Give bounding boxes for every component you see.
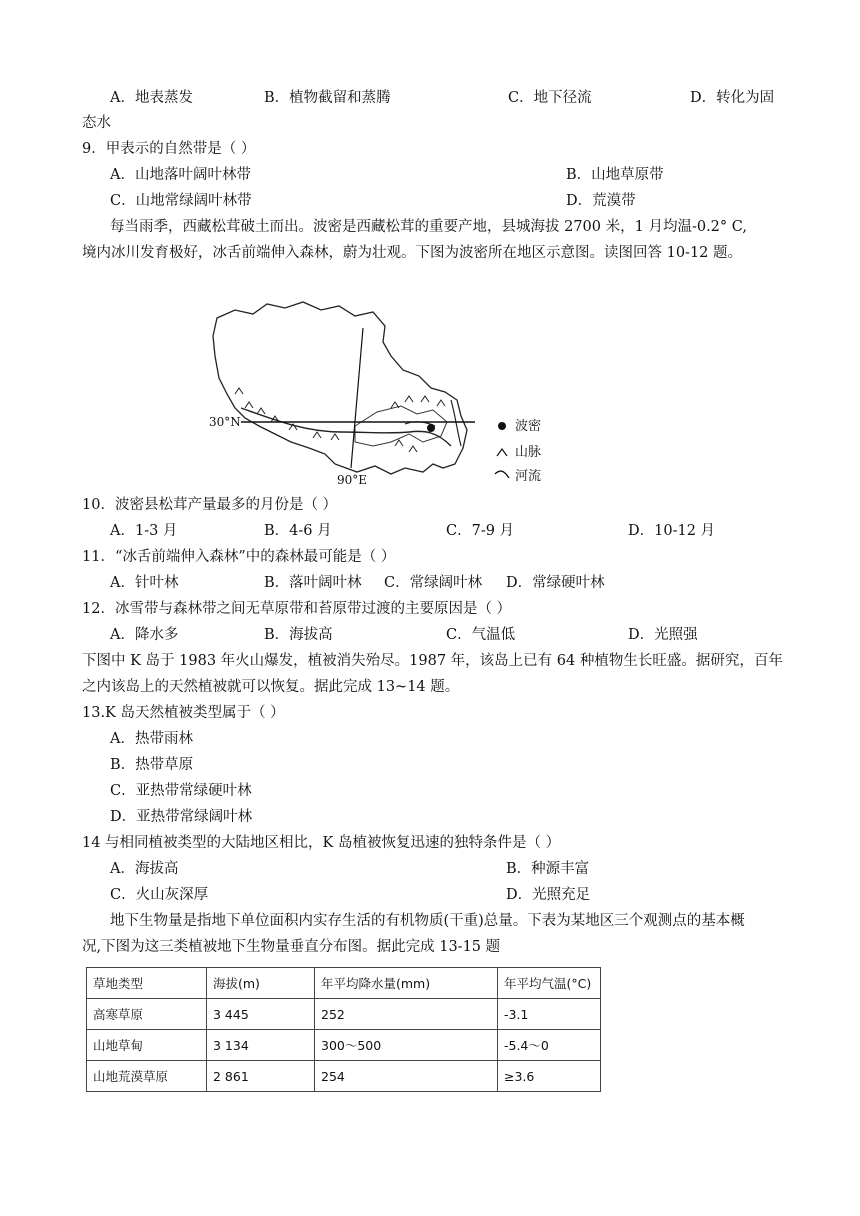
q9-stem: 9．甲表示的自然带是（ ） xyxy=(82,141,256,157)
lon-label: 90°E xyxy=(337,473,368,486)
q13-option-d: D．亚热带常绿阔叶林 xyxy=(110,809,253,825)
map-svg xyxy=(205,296,555,486)
q14-option-c: C．火山灰深厚 xyxy=(110,887,209,903)
q8-option-d: D．转化为固 xyxy=(690,90,775,106)
q13-option-c: C．亚热带常绿硬叶林 xyxy=(110,783,252,799)
table-header-cell: 年平均降水量(mm) xyxy=(315,968,498,999)
q11-option-a: A．针叶林 xyxy=(110,575,179,591)
table-cell: 山地荒漠草原 xyxy=(87,1061,207,1092)
table-row xyxy=(87,999,601,1030)
table-cell: 254 xyxy=(315,1061,498,1092)
q8-option-b: B．植物截留和蒸腾 xyxy=(264,90,391,106)
table-header-cell: 海拔(m) xyxy=(207,968,315,999)
table-cell: 2 861 xyxy=(207,1061,315,1092)
table-cell: 山地草甸 xyxy=(87,1030,207,1061)
table-cell: -5.4～0 xyxy=(498,1030,601,1061)
q9-option-c: C．山地常绿阔叶林带 xyxy=(110,193,252,209)
q9-option-d: D．荒漠带 xyxy=(566,193,636,209)
q13-option-a: A．热带雨林 xyxy=(110,731,193,747)
q8-option-c: C．地下径流 xyxy=(508,90,592,106)
q10-option-c: C．7-9 月 xyxy=(446,523,515,539)
q13-stem: 13.K 岛天然植被类型属于（ ） xyxy=(82,705,285,721)
q13-option-b: B．热带草原 xyxy=(110,757,194,773)
q14-stem: 14 与相同植被类型的大陆地区相比，K 岛植被恢复迅速的独特条件是（ ） xyxy=(82,835,561,851)
q11-stem: 11．“冰舌前端伸入森林”中的森林最可能是（ ） xyxy=(82,549,396,565)
q9-option-a: A．山地落叶阔叶林带 xyxy=(110,167,251,183)
legend-bomi-label: 波密 xyxy=(515,419,542,434)
q12-option-a: A．降水多 xyxy=(110,627,179,643)
dot-icon xyxy=(498,422,506,430)
river-east xyxy=(451,400,461,446)
q12-option-d: D．光照强 xyxy=(628,627,698,643)
passage2-line2: 之内该岛上的天然植被就可以恢复。据此完成 13~14 题。 xyxy=(82,679,460,695)
legend-mountain-label: 山脉 xyxy=(515,445,542,460)
table-cell: 高寒草原 xyxy=(87,999,207,1030)
passage1-line2: 境内冰川发育极好，冰舌前端伸入森林，蔚为壮观。下图为波密所在地区示意图。读图回答 10-12 题。 xyxy=(82,245,743,261)
table-row xyxy=(87,1061,601,1092)
lon-90e-line xyxy=(351,328,363,468)
mountain-symbols xyxy=(235,388,445,452)
table-header-row xyxy=(87,968,601,999)
table-cell: ≥3.6 xyxy=(498,1061,601,1092)
q11-option-d: D．常绿硬叶林 xyxy=(506,575,605,591)
passage3-line1: 地下生物量是指地下单位面积内实存生活的有机物质(干重)总量。下表为某地区三个观测点的基本概 xyxy=(110,913,745,929)
river-icon xyxy=(495,471,509,478)
q10-option-d: D．10-12 月 xyxy=(628,523,716,539)
q8-option-a: A．地表蒸发 xyxy=(110,90,193,106)
legend-river-label: 河流 xyxy=(515,469,542,484)
bomi-point xyxy=(427,424,435,432)
table-row xyxy=(87,1030,601,1061)
q11-option-c: C．常绿阔叶林 xyxy=(384,575,483,591)
region-outline xyxy=(213,302,467,474)
table-cell: 3 445 xyxy=(207,999,315,1030)
passage2-line1: 下图中 K 岛于 1983 年火山爆发，植被消失殆尽。1987 年，该岛上已有 64 种植物生长旺盛。据研究，百年 xyxy=(82,653,783,669)
q10-stem: 10．波密县松茸产量最多的月份是（ ） xyxy=(82,497,338,513)
grassland-table xyxy=(86,967,601,1092)
table-header-cell: 草地类型 xyxy=(87,968,207,999)
q14-option-b: B．种源丰富 xyxy=(506,861,590,877)
q9-option-b: B．山地草原带 xyxy=(566,167,664,183)
q8-option-d-continued: 态水 xyxy=(82,115,111,131)
table-cell: 300～500 xyxy=(315,1030,498,1061)
q11-option-b: B．落叶阔叶林 xyxy=(264,575,362,591)
q12-option-b: B．海拔高 xyxy=(264,627,333,643)
table-cell: -3.1 xyxy=(498,999,601,1030)
q12-stem: 12．冰雪带与森林带之间无草原带和苔原带过渡的主要原因是（ ） xyxy=(82,601,512,617)
passage1-line1: 每当雨季，西藏松茸破土而出。波密是西藏松茸的重要产地，县城海拔 2700 米，1 月均温-0.2° C, xyxy=(110,219,747,235)
lat-label: 30°N xyxy=(209,415,241,429)
bomi-region-map xyxy=(205,296,555,486)
table-cell: 252 xyxy=(315,999,498,1030)
mountain-icon xyxy=(497,449,507,456)
passage3-line2: 况,下图为这三类植被地下生物量垂直分布图。据此完成 13-15 题 xyxy=(82,939,501,955)
q14-option-d: D．光照充足 xyxy=(506,887,591,903)
table-cell: 3 134 xyxy=(207,1030,315,1061)
q12-option-c: C．气温低 xyxy=(446,627,516,643)
q10-option-a: A．1-3 月 xyxy=(110,523,178,539)
q10-option-b: B．4-6 月 xyxy=(264,523,332,539)
table-header-cell: 年平均气温(°C) xyxy=(498,968,601,999)
q14-option-a: A．海拔高 xyxy=(110,861,179,877)
